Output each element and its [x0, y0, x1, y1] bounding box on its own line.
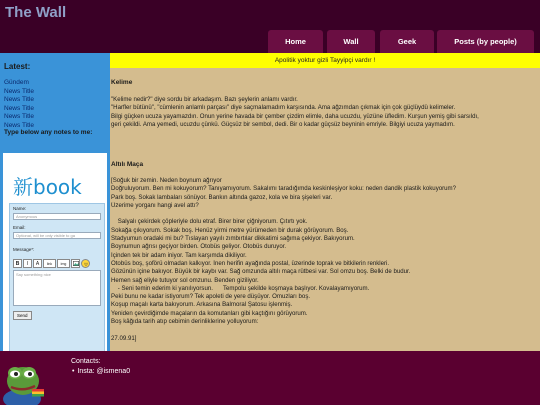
post-line-gap [111, 326, 536, 334]
latest-item[interactable]: News Title [4, 104, 34, 112]
post-line-gap [111, 210, 536, 218]
post-line: Üzerime yorganı hangi avel attı? [111, 201, 199, 209]
post-line: Boş kâğıda tarih atıp cebimin derinliklerine yolluyorum: [111, 318, 259, 326]
nav-item-posts[interactable]: Posts (by people) [437, 30, 534, 53]
post-line: İçinden tek bir adam iniyor. Tam karşımda dikiliyor. [111, 251, 247, 259]
post-line: Yeniden çevirdiğimde maçaların da komutanları gibi kaçtığını görüyorum. [111, 309, 308, 317]
post-line: [Soğuk bir zemin. Neden boynum ağrıyor [111, 177, 222, 184]
name-input[interactable]: Anonymous [13, 213, 101, 220]
nav-item-wall[interactable]: Wall [327, 30, 375, 53]
italic-button[interactable]: I [23, 259, 32, 268]
image-button[interactable]: img [57, 259, 70, 268]
post-line: Peki bunu ne kadar istiyorum? Tek apoleti de yere düşüyor. Omuzları boş. [111, 293, 311, 301]
post-line: Otobüs boş, şoförü olmadan kalkıyor. İnen herifin ayağında postal, üzerinde toprak ve bitkilerin renkleri. [111, 259, 390, 267]
post-line: "Kelime nedir?" diye sordu bir arkadaşım. Bazı şeylerin anlamı vardır. [111, 96, 298, 103]
contact-item-instagram[interactable]: • Insta: @ismena0 [72, 367, 130, 376]
post-line: Koşup maçalı karta bakıyorum. Arkasına Balmoral Şatosu işlenmiş. [111, 301, 293, 309]
post-line: Gözünün içine bakıyor. Büyük bir kaybı var. Sağ omzunda altılı maça rütbesi var. Sol omzu boş. Belki de budur. [111, 268, 411, 276]
latest-list [4, 79, 34, 130]
text-color-button[interactable]: A [33, 259, 42, 268]
bold-button[interactable]: B [13, 259, 22, 268]
latest-heading: Latest: [4, 62, 31, 71]
nav-item-home[interactable]: Home [268, 30, 323, 53]
sidebar [0, 53, 110, 351]
guestbook-widget [3, 153, 107, 351]
emoji-icon[interactable] [81, 259, 90, 268]
post-line: Boynumun ağrısı geçiyor birden. Otobüs geliyor. Otobüs duruyor. [111, 243, 287, 251]
post-line: - Seni temin ederim ki yanılıyorsun. Tempolu şekilde koşmaya başlıyor. Kovalayamıyorum. [111, 284, 370, 292]
contacts-title: Contacts: [71, 358, 101, 365]
email-input[interactable]: Optional, will be only visible to ga [13, 232, 101, 239]
image-icon[interactable] [71, 259, 80, 268]
pepe-frog-avatar-icon [2, 359, 46, 405]
message-textarea[interactable]: Say something nice [13, 270, 101, 306]
latest-item[interactable]: News Title [4, 121, 34, 129]
post-line: geri çekildi. Ama yemedi, ucuzdu çünkü. Güçsüz bir sembol, dedi. Bir o kadar güçsüz beyninin emriyle. Bilgiyi ucuza yaymadım. [111, 120, 455, 128]
site-footer [0, 351, 540, 405]
name-label: Name: [13, 206, 27, 211]
site-title[interactable]: The Wall [5, 4, 67, 21]
latest-item[interactable]: News Title [4, 113, 34, 120]
email-label: Email: [13, 225, 26, 230]
post-line: 27.09.91] [111, 334, 137, 342]
main-content [110, 53, 540, 351]
main-nav [0, 30, 540, 53]
notes-label: Type below any notes to me: [4, 129, 93, 136]
post-line: Salyalı çekirdek çöpleriyle dolu etraf. Birer birer çiğniyorum. Çıtırtı yok. [111, 218, 308, 226]
message-label: Message*: [13, 247, 35, 252]
post-body [111, 96, 536, 129]
latest-item[interactable]: Gündem [4, 79, 29, 86]
post-body [111, 177, 536, 343]
message-toolbar [13, 259, 90, 268]
post-line: Stadyumun oradaki mi bu? Tıslayan yayılı zımbırtılar dikkatimi sağıma çekiyor. Bakıyorum. [111, 235, 355, 243]
send-button[interactable]: Send [13, 311, 32, 320]
post-line: Bilgi güçken ucuza yayamazdın. Onun yerine havada bir çember çizdim elimle, daha ucuzdu, yüzüne üfledim. Kurşun yemiş gibi sarsıldı, [111, 112, 479, 120]
nav-item-geek[interactable]: Geek [380, 30, 434, 53]
latest-item[interactable]: News Title [4, 87, 34, 95]
post-line: Hemen sağ eliyle tutuyor sol omzunu. Benden giziliyor. [111, 276, 259, 284]
post-line: Doğruluyorum. Ben mi kokuyorum? Tanıyamıyorum. Sakalımı taradığımda keskinleşiyor koku: neden dandik plastik kokuyorum? [111, 185, 457, 193]
contacts-list [72, 367, 130, 376]
post-line: "Harfler bütünü", "cümlenin anlamlı parçası" diye saçmalamadım karşısında. Ama ağzımdan çıkmak için çok güçlüydü kelimeler. [111, 104, 456, 112]
link-button[interactable]: link [43, 259, 56, 268]
post-title: Altılı Maça [111, 161, 144, 168]
guestbook-form [9, 203, 105, 351]
site-header [0, 0, 540, 53]
post-line: Park boş. Sokak lambaları sönüyor. Bankın altında gazoz, kola ve bira şişeleri var. [111, 193, 333, 201]
announcement-bar: Apolitik yoktur gizli Tayyipçi vardır ! [110, 53, 540, 68]
guestbook-logo: 新book [13, 175, 82, 199]
post-title: Kelime [111, 79, 133, 86]
post-line: Sokağa çıkıyorum. Sokak boş. Henüz yirmi metre yürümeden bir durak görüyorum. Boş. [111, 226, 349, 234]
latest-item[interactable]: News Title [4, 96, 34, 103]
